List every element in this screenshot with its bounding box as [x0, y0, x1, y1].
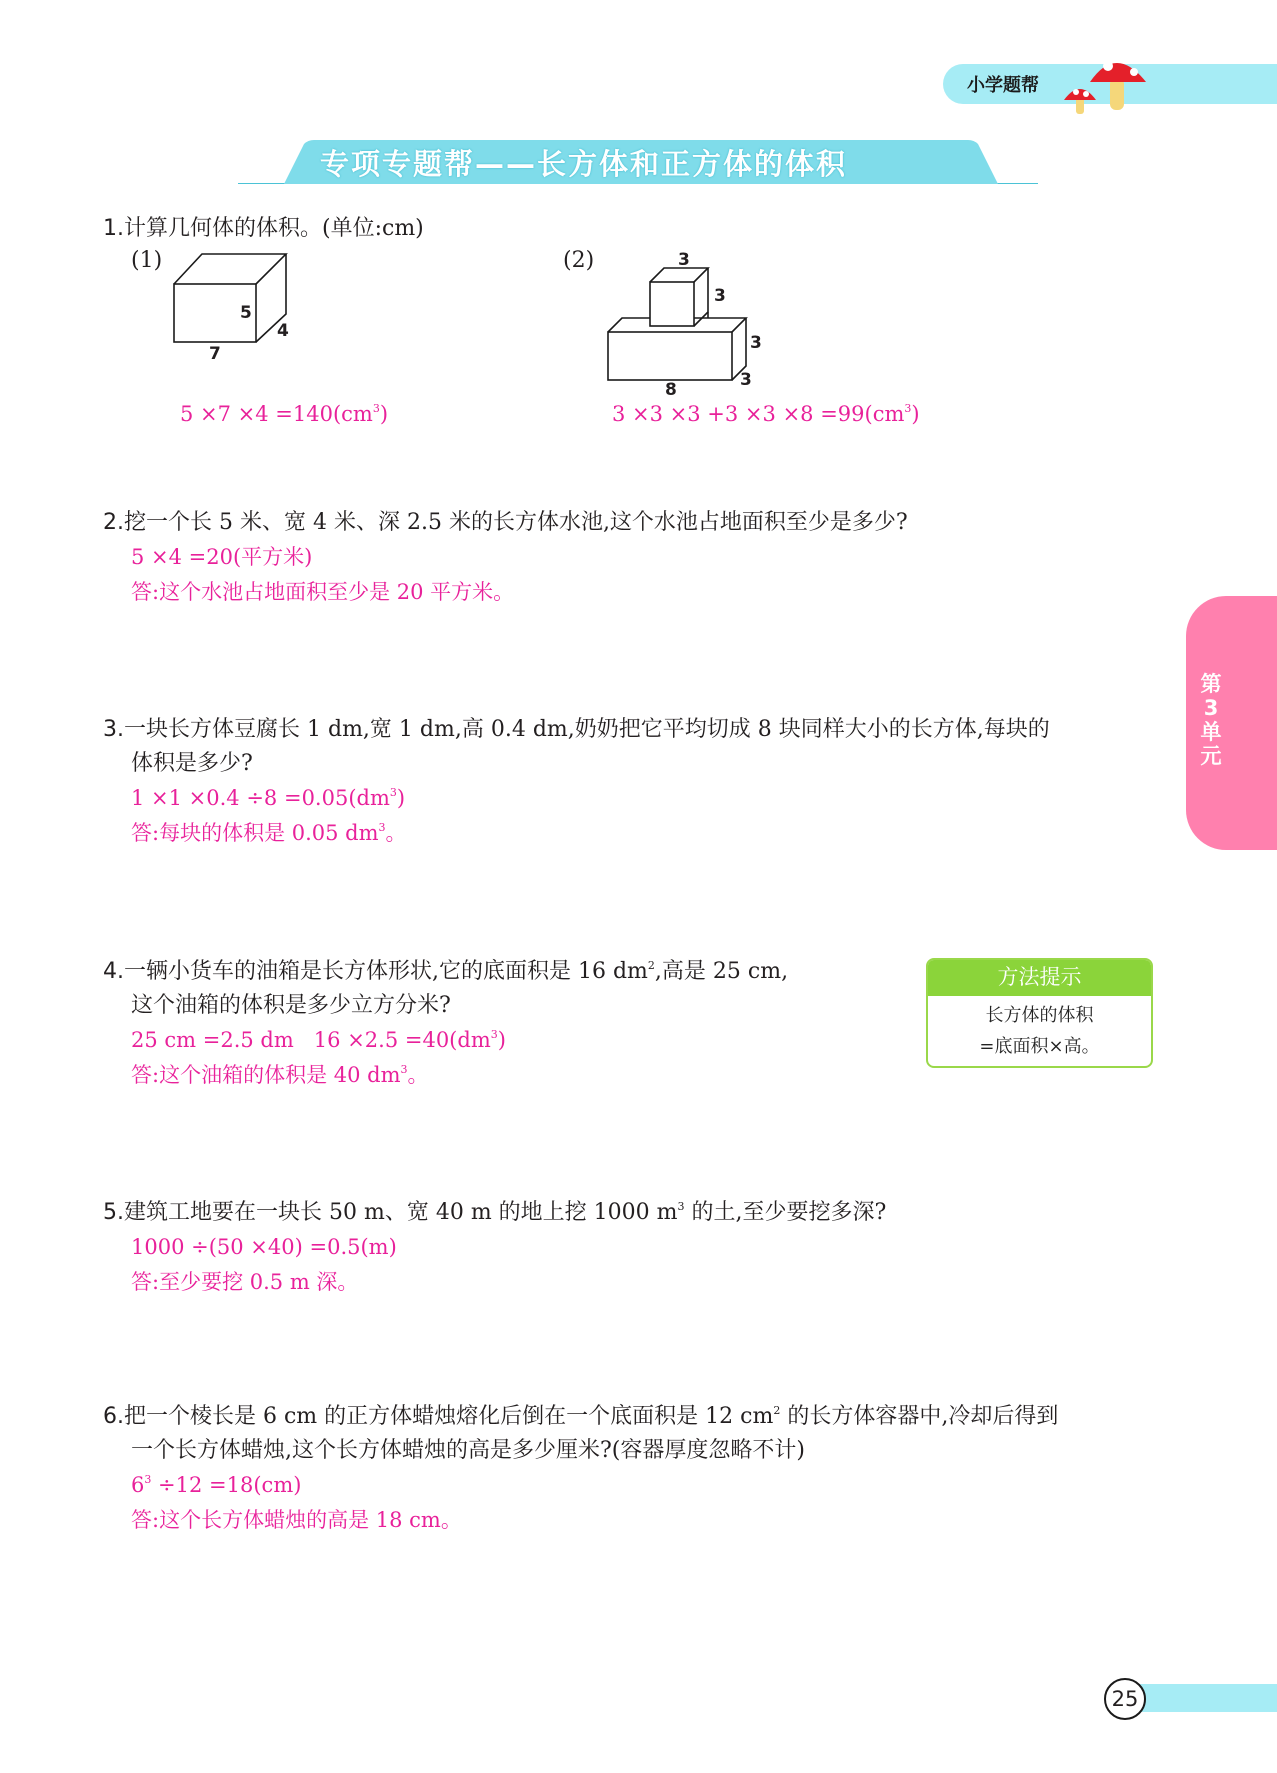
- question-5: 5.建筑工地要在一块长 50 m、宽 40 m 的地上挖 1000 $m^3$ 的土,至少要挖多深? 1000 ÷(50 ×40) =0.5(m) 答:至少要挖 0.5 m 深。: [103, 1196, 886, 1300]
- question-number: 1.: [103, 216, 124, 241]
- calculation: $1 \times 1 \times 0.4 \div 8 =0.05(dm^3)$: [131, 786, 406, 810]
- dim-top-width: 3: [678, 250, 690, 270]
- question-stem-cont: 一个长方体蜡烛,这个长方体蜡烛的高是多少厘米?(容器厚度忽略不计): [131, 1438, 805, 1463]
- question-number: 2.: [103, 510, 124, 535]
- answer: 答:至少要挖 0.5 m 深。: [131, 1270, 359, 1294]
- dim-length: 7: [209, 344, 221, 364]
- calculation: 25 cm =2.5 dm $16 \times 2.5 =40(dm^3)$: [131, 1028, 506, 1052]
- answer: 答:这个长方体蜡烛的高是 18 cm。: [131, 1508, 462, 1532]
- question-stem-cont: 体积是多少?: [131, 751, 253, 776]
- page-title: 专项专题帮——长方体和正方体的体积: [320, 147, 848, 181]
- page-number: 25: [1104, 1678, 1146, 1720]
- composite-solid-figure: [600, 262, 760, 382]
- question-stem-cont: 这个油箱的体积是多少立方分米?: [131, 993, 451, 1018]
- dim-top-height: 3: [714, 286, 726, 306]
- mushroom-icon: [1060, 44, 1150, 116]
- calculation: 1000 ÷(50 ×40) =0.5(m): [131, 1235, 397, 1259]
- answer: 答:每块的体积是 0.05 $dm^3$。: [131, 821, 407, 845]
- question-2: [103, 506, 908, 610]
- hint-body: 长方体的体积 =底面积×高。: [979, 1005, 1100, 1057]
- answer: 答:这个水池占地面积至少是 20 平方米。: [131, 580, 515, 604]
- part-2-label: (2): [563, 248, 595, 273]
- unit-label: 第3单元: [1200, 672, 1222, 768]
- question-number: 5.: [103, 1200, 124, 1225]
- question-stem: 挖一个长 5 米、宽 4 米、深 2.5 米的长方体水池,这个水池占地面积至少是多少?: [124, 510, 908, 535]
- answer-1-1: $5 \times 7 \times 4 =140(cm^3)$: [180, 402, 389, 426]
- question-4: 4.一辆小货车的油箱是长方体形状,它的底面积是 16 $dm^2$,高是 25 cm, 这个油箱的体积是多少立方分米? 25 cm =2.5 dm $16 \times 2.5 =40(dm^3)$ 答:这个油箱的体积是 40 $dm^3$。: [103, 955, 788, 1093]
- question-3: [103, 713, 1050, 851]
- dim-bottom-length: 8: [665, 380, 677, 400]
- method-hint-box: [926, 958, 1153, 1068]
- question-number: 6.: [103, 1404, 124, 1429]
- question-number: 3.: [103, 717, 124, 742]
- question-stem: 计算几何体的体积。(单位:cm): [124, 216, 424, 241]
- answer-1-2: $3 \times 3 \times 3 +3 \times 3 \times 8 =99(cm^3)$: [612, 402, 920, 426]
- hint-title: 方法提示: [928, 960, 1151, 996]
- question-6: 6.把一个棱长是 6 cm 的正方体蜡烛熔化后倒在一个底面积是 12 $cm^2$ 的长方体容器中,冷却后得到 一个长方体蜡烛,这个长方体蜡烛的高是多少厘米?(容器厚度忽略不计) $6^3 \div 12 =18(cm)$ 答:这个长方体蜡烛的高是 18 cm。: [103, 1400, 1058, 1538]
- calculation: $6^3 \div 12 =18(cm)$: [131, 1473, 302, 1497]
- question-1: [103, 212, 424, 246]
- brand-label: 小学题帮: [967, 75, 1039, 96]
- answer: 答:这个油箱的体积是 40 $dm^3$。: [131, 1063, 429, 1087]
- dim-height: 5: [240, 303, 252, 323]
- question-number: 4.: [103, 959, 124, 984]
- dim-bottom-width: 3: [740, 370, 752, 390]
- calculation: 5 ×4 =20(平方米): [131, 545, 313, 569]
- part-1-label: (1): [131, 248, 163, 273]
- dim-width: 4: [277, 321, 289, 341]
- question-stem: 一块长方体豆腐长 1 dm,宽 1 dm,高 0.4 dm,奶奶把它平均切成 8 块同样大小的长方体,每块的: [124, 717, 1050, 742]
- dim-bottom-height: 3: [750, 333, 762, 353]
